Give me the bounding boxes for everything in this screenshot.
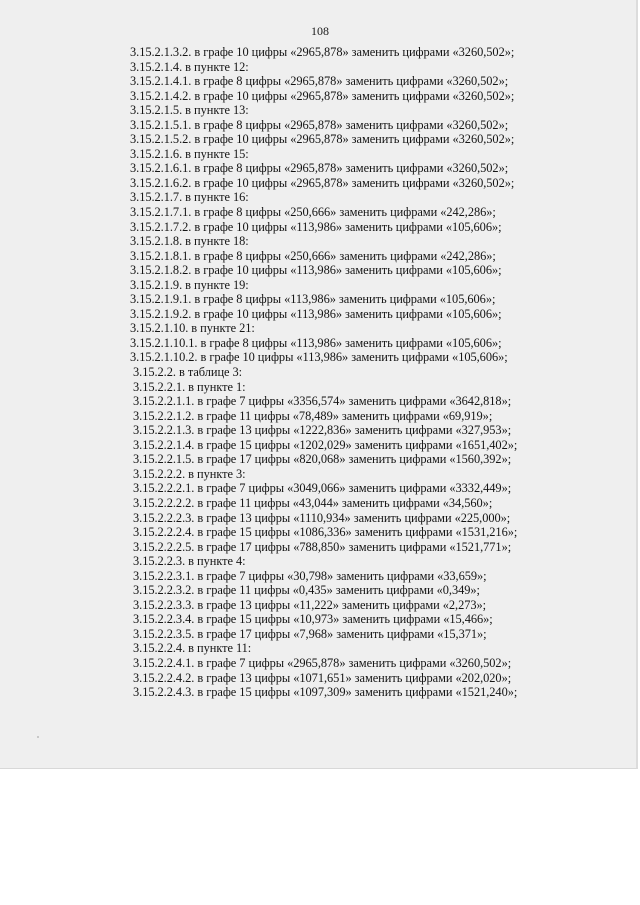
amendment-line: 3.15.2.1.5. в пункте 13: xyxy=(130,103,249,118)
amendment-line: 3.15.2.1.10.2. в графе 10 цифры «113,986» заменить цифрами «105,606»; xyxy=(130,350,508,365)
amendment-line: 3.15.2.1.8.1. в графе 8 цифры «250,666» заменить цифрами «242,286»; xyxy=(130,248,496,263)
amendment-line: 3.15.2.1.7. в пункте 16: xyxy=(130,190,249,205)
amendment-line: 3.15.2.2.1. в пункте 1: xyxy=(133,379,246,394)
amendment-line: 3.15.2.2.3.2. в графе 11 цифры «0,435» заменить цифрами «0,349»; xyxy=(133,583,480,598)
amendment-line: 3.15.2.2.2.4. в графе 15 цифры «1086,336» заменить цифрами «1531,216»; xyxy=(133,525,518,540)
amendment-line: 3.15.2.2.1.3. в графе 13 цифры «1222,836» заменить цифрами «327,953»; xyxy=(133,423,512,438)
amendment-line: 3.15.2.2.3. в пункте 4: xyxy=(133,554,246,569)
amendment-line: 3.15.2.1.8.2. в графе 10 цифры «113,986» заменить цифрами «105,606»; xyxy=(130,263,502,278)
amendment-line: 3.15.2.2. в таблице 3: xyxy=(133,365,243,380)
amendment-line: 3.15.2.1.4.2. в графе 10 цифры «2965,878» заменить цифрами «3260,502»; xyxy=(130,88,515,103)
amendment-list xyxy=(130,45,630,700)
amendment-line: 3.15.2.2.1.4. в графе 15 цифры «1202,029» заменить цифрами «1651,402»; xyxy=(133,437,518,452)
amendment-line: 3.15.2.2.4.2. в графе 13 цифры «1071,651» заменить цифрами «202,020»; xyxy=(133,670,512,685)
amendment-line: 3.15.2.2.3.3. в графе 13 цифры «11,222» заменить цифрами «2,273»; xyxy=(133,597,487,612)
amendment-line: 3.15.2.1.10. в пункте 21: xyxy=(130,321,255,336)
amendment-line: 3.15.2.2.2. в пункте 3: xyxy=(133,466,246,481)
amendment-line: 3.15.2.1.6.2. в графе 10 цифры «2965,878» заменить цифрами «3260,502»; xyxy=(130,175,515,190)
amendment-line: 3.15.2.2.4. в пункте 11: xyxy=(133,641,252,656)
amendment-line: 3.15.2.2.2.1. в графе 7 цифры «3049,066» заменить цифрами «3332,449»; xyxy=(133,481,512,496)
amendment-line: 3.15.2.1.9.1. в графе 8 цифры «113,986» заменить цифрами «105,606»; xyxy=(130,292,496,307)
amendment-line: 3.15.2.1.5.2. в графе 10 цифры «2965,878» заменить цифрами «3260,502»; xyxy=(130,132,515,147)
amendment-line: 3.15.2.1.6. в пункте 15: xyxy=(130,146,249,161)
amendment-line: 3.15.2.1.5.1. в графе 8 цифры «2965,878» заменить цифрами «3260,502»; xyxy=(130,117,509,132)
amendment-line: 3.15.2.1.4. в пункте 12: xyxy=(130,59,249,74)
amendment-line: 3.15.2.2.3.5. в графе 17 цифры «7,968» заменить цифрами «15,371»; xyxy=(133,626,487,641)
amendment-line: 3.15.2.2.2.2. в графе 11 цифры «43,044» заменить цифрами «34,560»; xyxy=(133,495,493,510)
amendment-line: 3.15.2.2.4.1. в графе 7 цифры «2965,878» заменить цифрами «3260,502»; xyxy=(133,655,512,670)
amendment-line: 3.15.2.2.2.5. в графе 17 цифры «788,850» заменить цифрами «1521,771»; xyxy=(133,539,512,554)
amendment-line: 3.15.2.1.10.1. в графе 8 цифры «113,986» заменить цифрами «105,606»; xyxy=(130,335,502,350)
page-number: 108 xyxy=(311,24,329,38)
amendment-line: 3.15.2.2.3.1. в графе 7 цифры «30,798» заменить цифрами «33,659»; xyxy=(133,568,487,583)
scan-speck xyxy=(37,736,39,738)
amendment-line: 3.15.2.1.8. в пункте 18: xyxy=(130,234,249,249)
amendment-line: 3.15.2.1.3.2. в графе 10 цифры «2965,878» заменить цифрами «3260,502»; xyxy=(130,45,515,59)
amendment-line: 3.15.2.2.1.2. в графе 11 цифры «78,489» заменить цифрами «69,919»; xyxy=(133,408,493,423)
amendment-line: 3.15.2.1.7.2. в графе 10 цифры «113,986» заменить цифрами «105,606»; xyxy=(130,219,502,234)
amendment-line: 3.15.2.1.9. в пункте 19: xyxy=(130,277,249,292)
amendment-line: 3.15.2.1.9.2. в графе 10 цифры «113,986» заменить цифрами «105,606»; xyxy=(130,306,502,321)
amendment-line: 3.15.2.1.7.1. в графе 8 цифры «250,666» заменить цифрами «242,286»; xyxy=(130,205,496,220)
amendment-line: 3.15.2.2.4.3. в графе 15 цифры «1097,309» заменить цифрами «1521,240»; xyxy=(133,685,518,700)
amendment-line: 3.15.2.2.2.3. в графе 13 цифры «1110,934» заменить цифрами «225,000»; xyxy=(133,510,511,525)
amendment-line: 3.15.2.2.1.1. в графе 7 цифры «3356,574» заменить цифрами «3642,818»; xyxy=(133,394,512,409)
amendment-line: 3.15.2.2.1.5. в графе 17 цифры «820,068» заменить цифрами «1560,392»; xyxy=(133,452,512,467)
amendment-line: 3.15.2.2.3.4. в графе 15 цифры «10,973» заменить цифрами «15,466»; xyxy=(133,612,493,627)
amendment-line: 3.15.2.1.6.1. в графе 8 цифры «2965,878» заменить цифрами «3260,502»; xyxy=(130,161,509,176)
amendment-line: 3.15.2.1.4.1. в графе 8 цифры «2965,878» заменить цифрами «3260,502»; xyxy=(130,74,509,89)
